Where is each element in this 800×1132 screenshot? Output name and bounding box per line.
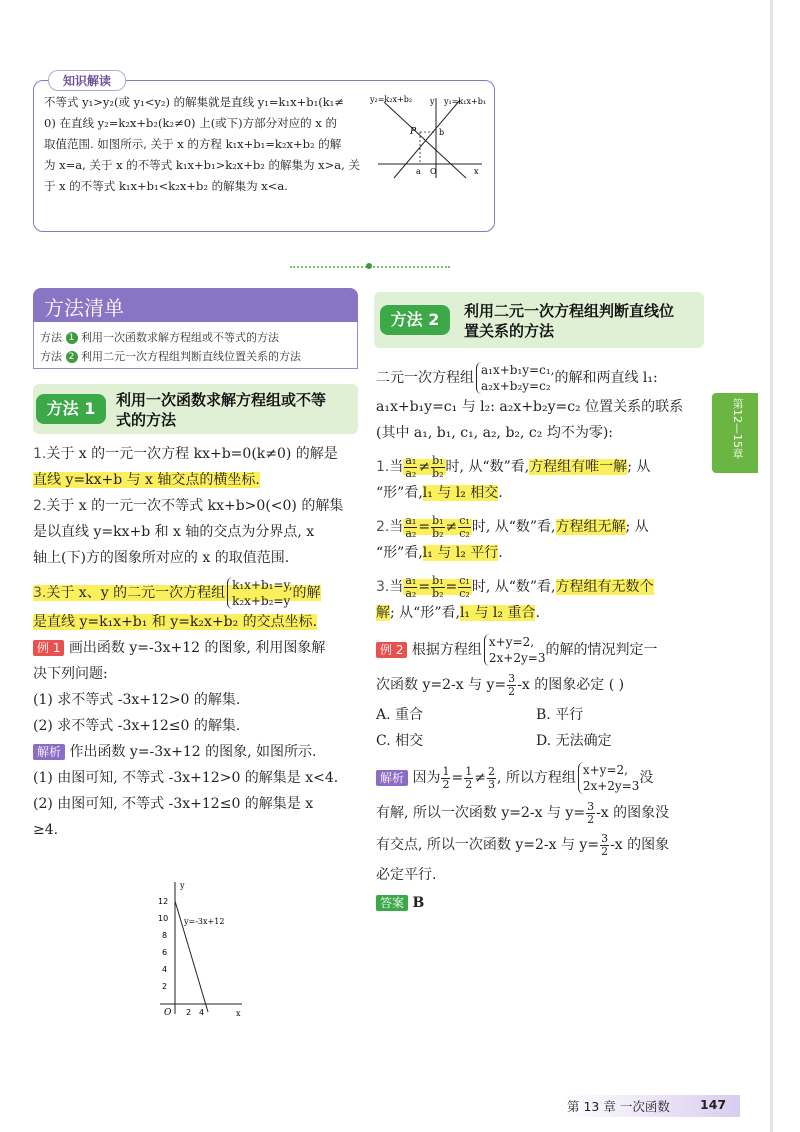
- ytick: 6: [162, 948, 168, 957]
- point-1-cont: [33, 467, 363, 493]
- point-2-cont: 是以直线 y=kx+b 和 x 轴的交点为分界点, x: [33, 524, 315, 540]
- knowledge-line: 不等式 y₁>y₂(或 y₁<y₂) 的解集就是直线 y₁=k₁x+b₁(k₁≠: [44, 95, 344, 109]
- solution2-cont: [376, 832, 706, 858]
- point-2: [33, 493, 363, 519]
- text: , 所以方程组: [496, 770, 576, 786]
- denominator: c₂: [459, 526, 470, 540]
- case-2: [376, 514, 706, 540]
- fraction: [431, 515, 444, 540]
- text: .: [498, 485, 503, 501]
- text: 没: [639, 770, 654, 786]
- highlight-text: 方程组有唯一解: [529, 459, 628, 475]
- xtick: 2: [186, 1008, 192, 1017]
- answer-line: [376, 890, 706, 916]
- text: 关于 x 的一元一次不等式 kx+b>0(<0) 的解集: [46, 498, 344, 514]
- option-a[interactable]: A. 重合: [376, 707, 424, 723]
- origin-label: O: [430, 167, 437, 176]
- solution-tag: 解析: [376, 770, 408, 786]
- example2-line: [376, 634, 706, 666]
- item-number: 2.: [33, 498, 47, 514]
- text: ; 从“形”看,: [390, 605, 460, 621]
- numerator: 3: [508, 671, 516, 685]
- knowledge-line: 为 x=a, 关于 x 的不等式 k₁x+b₁>k₂x+b₂ 的解集为 x>a, 关: [44, 158, 360, 172]
- solution-tag: 解析: [33, 744, 65, 760]
- denominator: b₂: [432, 526, 444, 540]
- method-prefix: 方法: [40, 350, 62, 363]
- numerator: a₁: [405, 573, 417, 587]
- example1-question: (1) 求不等式 -3x+12>0 的解集.: [33, 692, 241, 708]
- denominator: c₂: [459, 586, 470, 600]
- label-l1: y₁=k₁x+b₁: [444, 97, 487, 106]
- divider-dot: [366, 263, 372, 269]
- equation: k₂x+b₂=y: [232, 594, 291, 608]
- line-l2: [384, 102, 466, 178]
- relation: =: [451, 770, 464, 786]
- item-number: 3.: [33, 585, 47, 601]
- text: “形”看,: [376, 545, 423, 561]
- axis-label-y: y: [430, 97, 435, 106]
- equation-system: [578, 762, 640, 794]
- solution2-cont: [376, 800, 706, 826]
- highlight-condition: [403, 453, 445, 480]
- fraction: [600, 833, 609, 858]
- equation: 2x+2y=3: [488, 651, 546, 665]
- numerator: 1: [465, 764, 473, 778]
- highlight-text: 方程组无解: [555, 519, 626, 535]
- answer-value: B: [412, 895, 425, 911]
- method-text: 利用一次函数求解方程组或不等式的方法: [81, 331, 279, 344]
- fraction: [431, 575, 444, 600]
- point-1: [33, 441, 363, 467]
- equation-system: [227, 577, 292, 609]
- text: 有交点, 所以一次函数 y=2-x 与 y=: [376, 837, 600, 853]
- numerator: 3: [601, 831, 609, 845]
- ytick: 12: [158, 897, 169, 906]
- axis-label-x: x: [236, 1009, 241, 1018]
- item-number: 3.: [376, 579, 390, 595]
- example1-line: [33, 635, 363, 661]
- title-line: 利用二元一次方程组判断直线位: [464, 302, 675, 320]
- item-number: 1.: [376, 459, 390, 475]
- text: 关于 x、y 的二元一次方程组: [46, 585, 226, 601]
- option-b[interactable]: B. 平行: [536, 707, 584, 723]
- knowledge-graph: [370, 92, 490, 182]
- point-3: [33, 577, 363, 609]
- highlight-block: [33, 578, 321, 608]
- option-d[interactable]: D. 无法确定: [536, 733, 612, 749]
- fraction: [487, 766, 496, 791]
- fraction: [404, 455, 417, 480]
- ytick: 2: [162, 982, 168, 991]
- solution2-line: [376, 762, 706, 794]
- knowledge-line: 取值范围. 如图所示, 关于 x 的方程 k₁x+b₁=k₂x+b₂ 的解: [44, 137, 342, 151]
- options-row: [376, 728, 706, 754]
- fraction: [431, 455, 444, 480]
- fraction: [507, 673, 516, 698]
- case-1-cont: [376, 480, 706, 506]
- method1-badge: 方法 1: [36, 394, 106, 424]
- case-3-cont: [376, 600, 706, 626]
- numerator: c₁: [459, 513, 470, 527]
- method-prefix: 方法: [40, 331, 62, 344]
- numerator: b₁: [432, 513, 444, 527]
- text: 当: [389, 459, 404, 475]
- method2-body: [376, 362, 706, 916]
- denominator: a₂: [405, 466, 417, 480]
- intro-line: (其中 a₁, b₁, c₁, a₂, b₂, c₂ 均不为零):: [376, 425, 614, 441]
- item-number: 1.: [33, 446, 47, 462]
- equation: a₁x+b₁y=c₁,: [481, 363, 555, 377]
- numerator: a₁: [405, 453, 417, 467]
- item-number: 2.: [376, 519, 390, 535]
- axis-label-y: y: [180, 881, 185, 890]
- highlight-text: l₁ 与 l₂ 相交: [422, 485, 499, 501]
- numerator: a₁: [405, 513, 417, 527]
- numerator: c₁: [459, 573, 470, 587]
- intro-line: [376, 362, 706, 394]
- label-l2: y₂=k₂x+b₂: [370, 95, 413, 104]
- equation: k₁x+b₁=y,: [232, 578, 293, 592]
- ytick: 10: [158, 914, 169, 923]
- intercept-b-label: b: [439, 128, 445, 137]
- method2-title: [464, 301, 674, 341]
- solution1-answer: (2) 由图可知, 不等式 -3x+12≤0 的解集是 x: [33, 796, 314, 812]
- page-number: 147: [700, 1097, 727, 1112]
- numerator: 3: [587, 799, 595, 813]
- answer-tag: 答案: [376, 895, 408, 911]
- page-gutter: [770, 0, 773, 1132]
- method2-badge: 方法 2: [380, 305, 450, 335]
- text: 关于 x 的一元一次方程 kx+b=0(k≠0) 的解是: [46, 446, 338, 462]
- denominator: b₂: [432, 586, 444, 600]
- point-P-label: P: [410, 127, 417, 137]
- xtick: 4: [199, 1008, 205, 1017]
- method-list-item: [40, 329, 279, 345]
- denominator: 2: [601, 844, 609, 858]
- text: “形”看,: [376, 485, 423, 501]
- fraction: [586, 801, 595, 826]
- equation: x+y=2,: [582, 763, 628, 777]
- intro-line: a₁x+b₁y=c₁ 与 l₂: a₂x+b₂y=c₂ 位置关系的联系: [376, 399, 684, 415]
- numerator: 2: [487, 764, 495, 778]
- equation: 2x+2y=3: [582, 779, 640, 793]
- a-label: a: [416, 167, 421, 176]
- text: .: [535, 605, 540, 621]
- denominator: a₂: [405, 526, 417, 540]
- fraction: [464, 766, 473, 791]
- case-2-cont: [376, 540, 706, 566]
- text: 的解的情况判定一: [545, 642, 658, 658]
- text: 画出函数 y=-3x+12 的图象, 利用图象解: [68, 640, 326, 656]
- title-line: 置关系的方法: [464, 322, 555, 340]
- relation: ≠: [418, 459, 431, 475]
- highlight-text: l₁ 与 l₂ 重合: [459, 605, 536, 621]
- text: 当: [389, 579, 404, 595]
- text: 有解, 所以一次函数 y=2-x 与 y=: [376, 805, 586, 821]
- denominator: 3: [487, 777, 495, 791]
- line-l1: [394, 100, 460, 178]
- example1-graph: [150, 876, 250, 1021]
- solution2-cont: 必定平行.: [376, 867, 437, 883]
- options-row: [376, 702, 706, 728]
- title-line: 式的方法: [116, 411, 177, 429]
- highlight-text: 是直线 y=k₁x+b₁ 和 y=k₂x+b₂ 的交点坐标.: [33, 614, 318, 630]
- text: -x 的图象没: [596, 805, 670, 821]
- ytick: 4: [162, 965, 168, 974]
- method-number-badge: 2: [66, 351, 78, 363]
- denominator: a₂: [405, 586, 417, 600]
- highlight-text: l₁ 与 l₂ 平行: [422, 545, 499, 561]
- equation: a₂x+b₂y=c₂: [481, 379, 551, 393]
- numerator: b₁: [432, 453, 444, 467]
- fraction: [404, 515, 417, 540]
- fraction: [458, 515, 471, 540]
- fraction: [458, 575, 471, 600]
- numerator: 1: [442, 764, 450, 778]
- method-number-badge: 1: [66, 332, 78, 344]
- numerator: b₁: [432, 573, 444, 587]
- example1-question: (2) 求不等式 -3x+12≤0 的解集.: [33, 718, 241, 734]
- text: 次函数 y=2-x 与 y=: [376, 677, 507, 693]
- solution1-answer: (1) 由图可知, 不等式 -3x+12>0 的解集是 x<4.: [33, 770, 339, 786]
- denominator: 2: [508, 684, 516, 698]
- option-c[interactable]: C. 相交: [376, 733, 424, 749]
- denominator: b₂: [432, 466, 444, 480]
- text: .: [498, 545, 503, 561]
- highlight-text: 直线 y=kx+b 与 x 轴交点的横坐标.: [33, 472, 260, 488]
- point-2-cont: 轴上(下)方的图象所对应的 x 的取值范围.: [33, 550, 290, 566]
- case-1: [376, 454, 706, 480]
- example1-cont: 决下列问题:: [33, 666, 108, 682]
- method1-title: [116, 390, 326, 430]
- relation: ≠: [474, 770, 486, 786]
- example2-cont: [376, 672, 706, 698]
- text: ; 从: [627, 459, 651, 475]
- text: 因为: [412, 770, 441, 786]
- text: 的解: [292, 585, 321, 601]
- text: 根据方程组: [411, 642, 482, 658]
- text: ; 从: [625, 519, 649, 535]
- axis-label-x: x: [474, 167, 479, 176]
- chapter-side-tab-label: 第12—15章: [731, 398, 744, 459]
- text: -x 的图象必定 ( ): [517, 677, 625, 693]
- text: 二元一次方程组: [376, 370, 474, 386]
- highlight-text: 解: [376, 605, 390, 621]
- knowledge-line: 于 x 的不等式 k₁x+b₁<k₂x+b₂ 的解集为 x<a.: [44, 179, 288, 193]
- example-tag: 例 1: [33, 640, 64, 656]
- highlight-condition: $\frac{\text{a₁}}{\text{a₂}}$ = $\frac{\text{b₁}}{\text{b₂}}$ = $\frac{\text{c₁}}{\text{c₂}}$: [405, 573, 470, 600]
- text: -x 的图象: [610, 837, 670, 853]
- method-text: 利用二元一次方程组判断直线位置关系的方法: [81, 350, 301, 363]
- title-line: 利用一次函数求解方程组或不等: [116, 391, 327, 409]
- denominator: 2: [442, 777, 450, 791]
- text: 的解和两直线 l₁:: [554, 370, 658, 386]
- knowledge-line: 0) 在直线 y₂=k₂x+b₂(k₂≠0) 上(或下)方部分对应的 x 的: [44, 116, 337, 130]
- denominator: 2: [587, 812, 595, 826]
- case-3: [376, 574, 706, 600]
- denominator: 2: [465, 777, 473, 791]
- solution1-line: [33, 739, 363, 765]
- fraction: [441, 766, 450, 791]
- equation-system: [484, 634, 546, 666]
- highlight-condition: $\frac{\text{a₁}}{\text{a₂}}$ = $\frac{\text{b₁}}{\text{b₂}}$ ≠ $\frac{\text{c₁}}{\text{c₂}}$: [405, 513, 470, 540]
- fraction: [404, 575, 417, 600]
- text: 时, 从“数”看,: [445, 459, 530, 475]
- equation: x+y=2,: [488, 635, 535, 649]
- origin-label: O: [164, 1008, 172, 1018]
- highlight-text: 方程组有无数个: [555, 579, 654, 595]
- ytick: 8: [162, 931, 168, 940]
- text: 作出函数 y=-3x+12 的图象, 如图所示.: [69, 744, 317, 760]
- text: 当: [389, 519, 404, 535]
- point-3-cont: [33, 609, 363, 635]
- example-tag: 例 2: [376, 642, 407, 658]
- text: 时, 从“数”看,: [471, 519, 556, 535]
- line-label: y=-3x+12: [184, 917, 225, 926]
- method-list-title: 方法清单: [44, 296, 124, 320]
- footer-chapter: 第 13 章 一次函数: [567, 1099, 670, 1114]
- equation-system: [476, 362, 554, 394]
- method-list-item: [40, 348, 301, 364]
- knowledge-text: [44, 92, 374, 197]
- method1-body: [33, 441, 363, 843]
- solution1-answer-cont: ≥4.: [33, 822, 59, 838]
- text: 时, 从“数”看,: [471, 579, 556, 595]
- knowledge-title: 知识解读: [48, 70, 126, 91]
